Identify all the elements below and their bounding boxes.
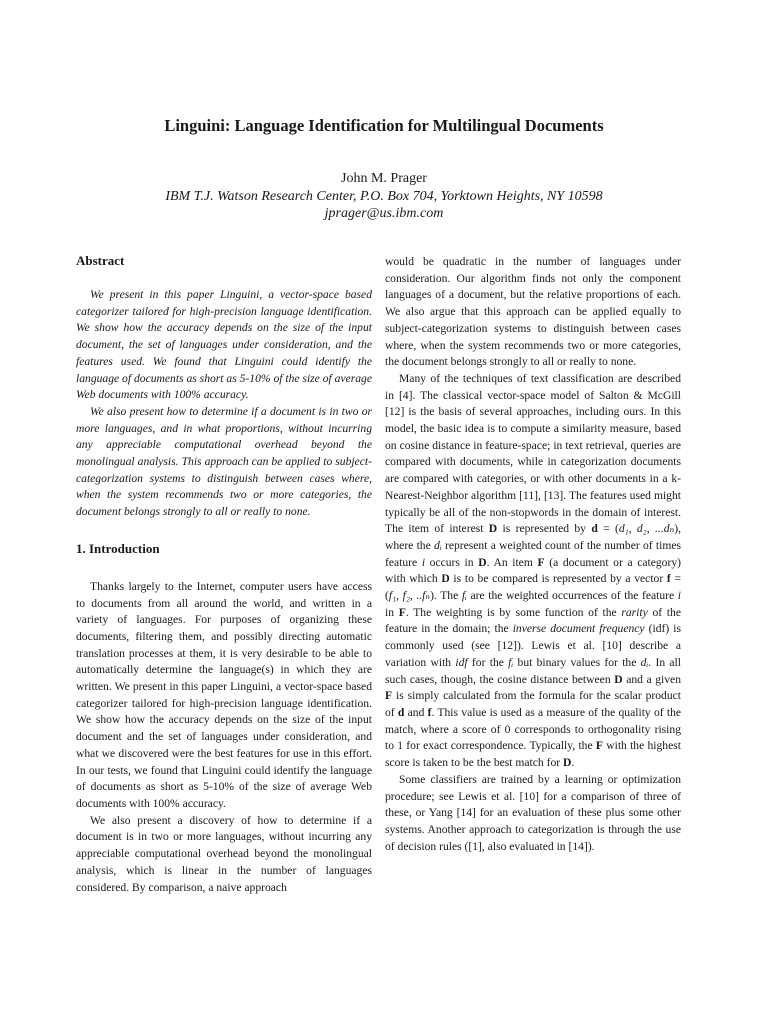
abstract-paragraph: We present in this paper Linguini, a vector-space based categorizer tailored for high-precision language identification. We show how the accuracy depends on the size of the input document, the set of languages under consideration, and the features used. We found that Linguini could identify the language of documents as short as 5-10% of the size of average Web documents with 100% accuracy. xyxy=(76,288,372,402)
body-paragraph: Some classifiers are trained by a learning or optimization procedure; see Lewis et al. [10] for a comparison of three of these, or Yang [14] for an evaluation of these plus some other systems. Another approach to categorization is through the use of decision rules ([1], also evaluated in [14]). xyxy=(385,772,681,853)
left-column xyxy=(76,252,372,896)
author-name: John M. Prager xyxy=(341,171,427,186)
abstract-body xyxy=(76,287,372,521)
body-paragraph: would be quadratic in the number of languages under consideration. Our algorithm finds not only the component languages of a document, but the relative proportions of each. We also argue that this approach can be applied equally to subject-categorization systems to distinguish between cases where, when the system recommends two or more categories, the document belongs strongly to all or really to none. xyxy=(385,255,681,369)
abstract-heading: Abstract xyxy=(76,253,125,268)
paper-title: Linguini: Language Identification for Multilingual Documents xyxy=(164,116,604,135)
introduction-heading: 1. Introduction xyxy=(76,540,160,556)
abstract-paragraph: We also present how to determine if a document is in two or more languages, and in what proportions, without incurring any appreciable computational overhead beyond the monolingual analysis. This approach can be applied to subject-categorization systems to distinguish between cases where, when the system recommends two or more categories, the document belongs strongly to all or really to none. xyxy=(76,404,372,519)
intro-paragraph: Thanks largely to the Internet, computer users have access to documents from all around the world, and written in a variety of languages. For purposes of organizing these documents, filtering them, and possibly directing automatic translation processes at them, it is very desirable to be able to automatically determine the language(s) in which they are written. We present in this paper Linguini, a vector-space based categorizer tailored for high-precision language identification. We show how the accuracy depends on the size of the input document and the set of languages under consideration, and what we discovered were the best features for use in this effort. In our tests, we found that Linguini could identify the language of documents as short as 5-10% of the size of average Web documents with 100% accuracy. xyxy=(76,579,372,810)
author-email: jprager@us.ibm.com xyxy=(324,206,444,221)
body-paragraph: Many of the techniques of text classification are described in [4]. The classical vector-space model of Salton & McGill [12] is the basis of several approaches, including ours. In this model, the basic idea is to compute a similarity measure, based on cosine distance in feature-space; in text retrieval, queries are compared with documents, while in categorization documents are compared with categories, or with other documents in a k-Nearest-Neighbor algorithm [11], [13]. The features used might typically be all of the non-stopwords in the domain of interest. The item of interest D is represented by d = (d₁, d₂, ...dₙ), where the dᵢ represent a weighted count of the number of times feature i occurs in D. An item F (a document or a category) with which D is to be compared is represented by a vector f = (f₁, f₂, ..fₙ). The fᵢ are the weighted occurrences of the feature i in F. The weighting is by some function of the rarity of the feature in the domain; the inverse document frequency (idf) is commonly used (see [12]). Lewis et al. [10] describe a variation with idf for the fᵢ but binary values for the dᵢ. In all such cases, though, the cosine distance between D and a given F is simply calculated from the formula for the scalar product of d and f. This value is used as a measure of the quality of the match, where a score of 0 corresponds to orthogonality rising to 1 for exact correspondence. Typically, the F with the highest score is taken to be the best match for D. xyxy=(385,371,682,770)
author-affiliation: IBM T.J. Watson Research Center, P.O. Box 704, Yorktown Heights, NY 10598 xyxy=(165,189,603,204)
right-column xyxy=(385,254,681,855)
intro-paragraph: We also present a discovery of how to determine if a document is in two or more languages, without incurring any appreciable computational overhead beyond the monolingual analysis, which is linear in the number of languages considered. By comparison, a naive approach xyxy=(76,813,372,894)
